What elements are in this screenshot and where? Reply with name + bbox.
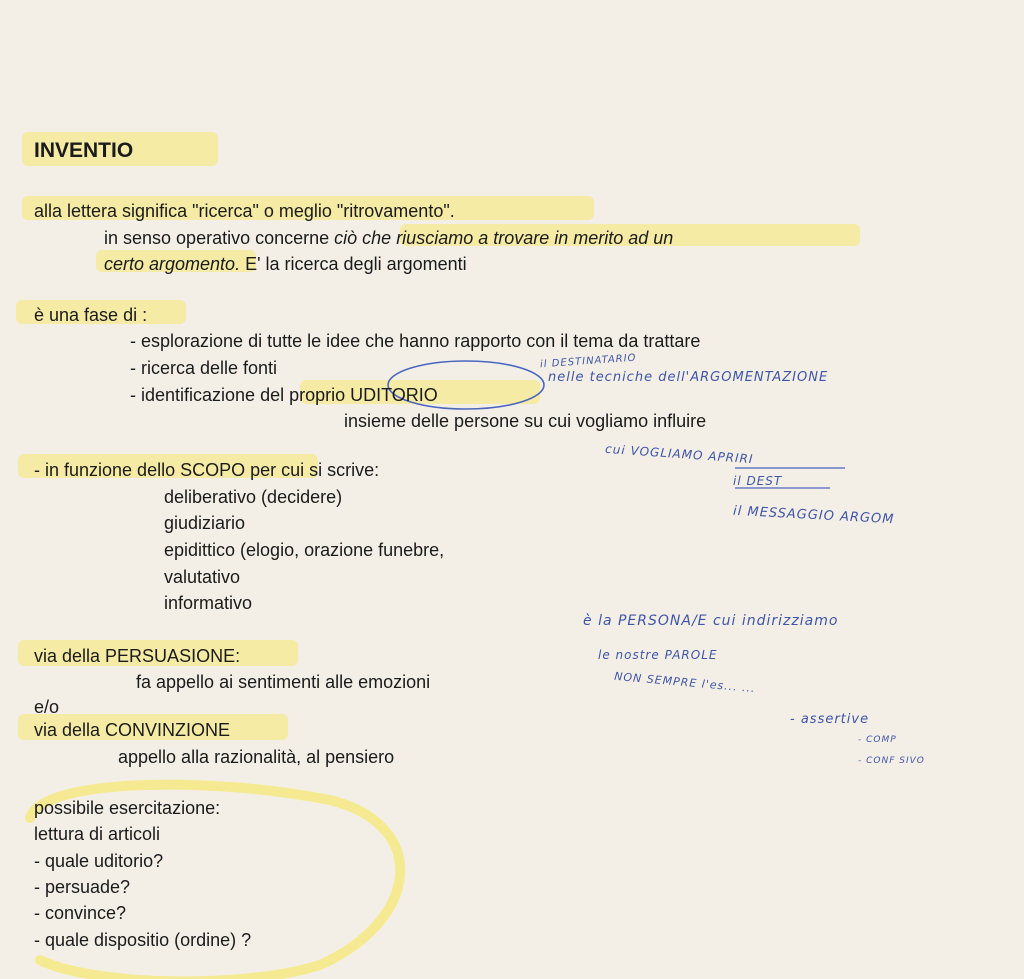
convinzione-label: via della CONVINZIONE xyxy=(34,720,231,740)
connector: e/o xyxy=(34,697,60,717)
handnote-persona: le nostre PAROLE xyxy=(598,648,718,662)
scopo-item: valutativo xyxy=(164,567,241,587)
exercise-line: lettura di articoli xyxy=(34,824,161,844)
persuasione-label: via della PERSUASIONE: xyxy=(34,646,241,666)
scopo-item: giudiziario xyxy=(164,513,246,533)
persuasione-desc: fa appello ai sentimenti alle emozioni xyxy=(136,672,431,692)
definition-line-2 xyxy=(104,227,673,249)
scopo-intro: - in funzione dello SCOPO per cui si scrive: xyxy=(34,460,380,480)
scopo-item: informativo xyxy=(164,593,253,613)
definition-line-1: alla lettera significa "ricerca" o meglio "ritrovamento". xyxy=(34,201,455,221)
handnote-scopo: il MESSAGGIO ARGOM xyxy=(732,503,895,528)
handnote-persona: - CONF SIVO xyxy=(858,756,925,766)
uditorio-definition: insieme delle persone su cui vogliamo influire xyxy=(344,411,707,431)
definition-line-2-italic: ciò che riusciamo a trovare in merito ad un xyxy=(334,228,674,248)
handnote-scopo: il DEST xyxy=(733,474,783,488)
exercise-line: - persuade? xyxy=(34,877,131,897)
handnote-persona: - COMP xyxy=(858,735,897,745)
handnote-persona: NON SEMPRE l'es... ... xyxy=(613,669,757,696)
definition-line-2-prefix: in senso operativo concerne xyxy=(104,228,335,248)
definition-line-3-suffix: E' la ricerca degli argomenti xyxy=(240,254,467,274)
scopo-item: epidittico (elogio, orazione funebre, xyxy=(164,540,445,560)
handnote-scopo: cui VOGLIAMO APRIRI xyxy=(604,441,754,467)
definition-line-3 xyxy=(104,253,467,275)
phase-item: - identificazione del proprio UDITORIO xyxy=(130,385,438,405)
exercise-line: possibile esercitazione: xyxy=(34,798,221,818)
phase-intro: è una fase di : xyxy=(34,305,148,325)
exercise-line: - quale uditorio? xyxy=(34,851,164,871)
definition-line-3-italic: certo argomento. xyxy=(104,254,241,274)
handnote-persona: - assertive xyxy=(790,712,870,727)
convinzione-desc: appello alla razionalità, al pensiero xyxy=(118,747,395,767)
page-title: INVENTIO xyxy=(34,139,134,162)
phase-item: - esplorazione di tutte le idee che hanno rapporto con il tema da trattare xyxy=(130,331,701,351)
scopo-item: deliberativo (decidere) xyxy=(164,487,343,507)
exercise-line: - convince? xyxy=(34,903,127,923)
handnote-destinatario: il DESTINATARIO xyxy=(539,352,637,371)
handnote-persona: è la PERSONA/E cui indirizziamo xyxy=(583,613,839,629)
handnote-argomentazione: nelle tecniche dell'ARGOMENTAZIONE xyxy=(548,370,829,385)
phase-item: - ricerca delle fonti xyxy=(130,358,278,378)
exercise-line: - quale dispositio (ordine) ? xyxy=(34,930,252,950)
